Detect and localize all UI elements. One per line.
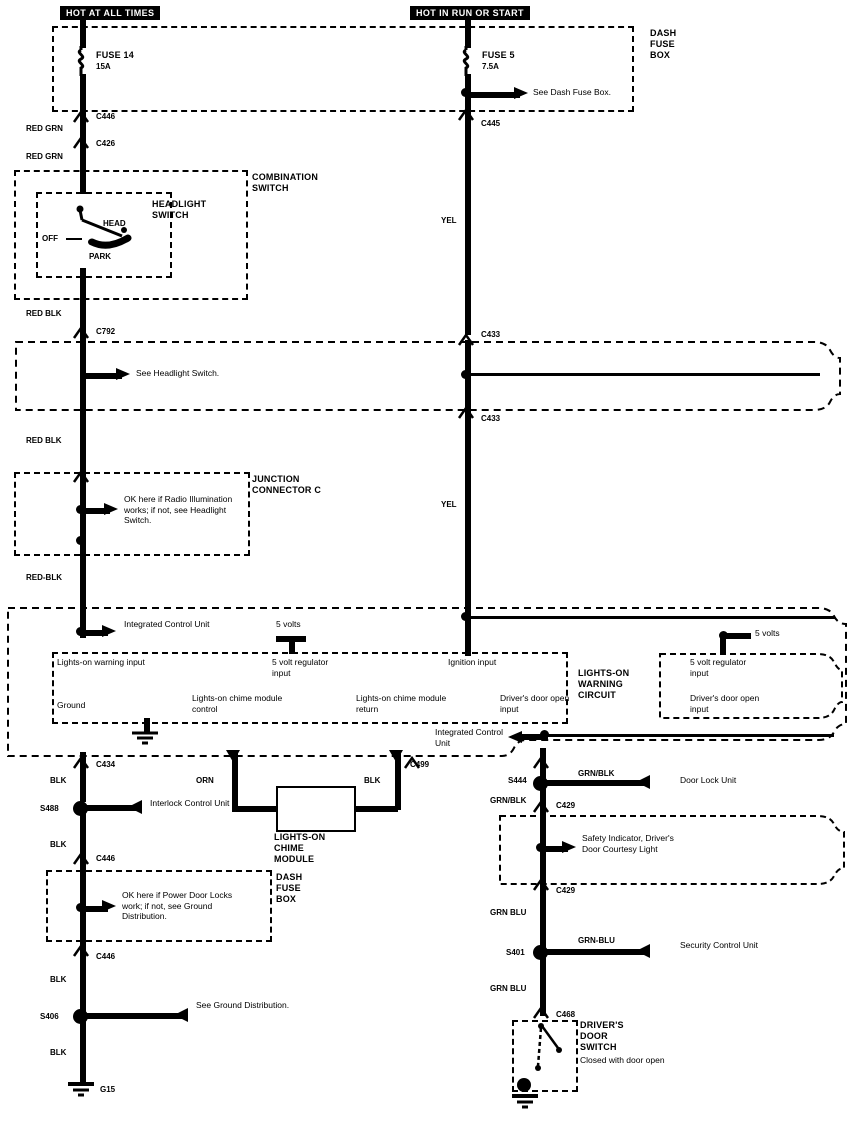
label-ground: Ground bbox=[57, 700, 86, 710]
fuse-14-label: FUSE 14 bbox=[96, 50, 134, 60]
arrow-see-dash-fuse-box bbox=[514, 86, 530, 102]
label-lights-on-chime-module-control: Lights-on chime module control bbox=[192, 693, 283, 714]
note-radio-illumination: OK here if Radio Illumination works; if not, see Headlight Switch. bbox=[124, 494, 233, 526]
wire-yel-segment-2 bbox=[465, 416, 471, 616]
arrow-door-lock-unit bbox=[634, 773, 652, 791]
note-see-ground-distribution: See Ground Distribution. bbox=[196, 1000, 290, 1010]
combination-switch-label-2: SWITCH bbox=[252, 183, 289, 193]
connector-label-c445: C445 bbox=[481, 119, 501, 128]
wire-color-yel-2: YEL bbox=[441, 500, 457, 509]
headlight-switch-label-2: SWITCH bbox=[152, 210, 189, 220]
door-switch-ground-dot bbox=[517, 1078, 531, 1092]
note-see-dash-fuse-box: See Dash Fuse Box. bbox=[533, 87, 611, 97]
wire-color-red-grn-2: RED GRN bbox=[26, 152, 63, 161]
wire-color-blk-5: BLK bbox=[364, 776, 381, 785]
splice-label-s488: S488 bbox=[40, 804, 59, 813]
label-integrated-control-unit-mid: Integrated Control Unit bbox=[435, 727, 504, 748]
ground-symbol-door-switch bbox=[510, 1092, 540, 1110]
arrow-see-headlight-switch bbox=[116, 367, 132, 383]
dash-fuse-box-top-label-2: FUSE bbox=[650, 39, 675, 49]
lights-on-chime-module bbox=[276, 786, 356, 832]
connector-symbol-c468 bbox=[532, 1006, 550, 1020]
ground-label-g15: G15 bbox=[100, 1085, 116, 1094]
connector-label-c429-b: C429 bbox=[556, 886, 576, 895]
wire-color-red-blk-1: RED BLK bbox=[26, 309, 62, 318]
label-lights-on-warning-input: Lights-on warning input bbox=[57, 657, 145, 667]
wire-color-grn-blu-1: GRN BLU bbox=[490, 908, 527, 917]
connector-symbol-c434 bbox=[72, 756, 90, 770]
wire-see-dash-fuse-box bbox=[465, 92, 520, 98]
lights-on-warning-label-3: CIRCUIT bbox=[578, 690, 616, 700]
connector-label-c429-a: C429 bbox=[556, 801, 576, 810]
label-integrated-control-unit-top: Integrated Control Unit bbox=[124, 619, 210, 629]
label-ignition-input: Ignition input bbox=[448, 657, 497, 667]
wire-color-blk-3: BLK bbox=[50, 975, 67, 984]
label-lights-on-chime-module-return: Lights-on chime module return bbox=[356, 693, 447, 714]
arrow-see-ground-distribution bbox=[172, 1006, 190, 1024]
fuse-14-rating: 15A bbox=[96, 62, 111, 71]
connector-symbol-c426 bbox=[72, 136, 90, 150]
fuse-5-rating: 7.5A bbox=[482, 62, 499, 71]
connector-label-c792: C792 bbox=[96, 327, 116, 336]
headlight-switch-symbol bbox=[36, 192, 168, 274]
connector-label-c446-b: C446 bbox=[96, 854, 116, 863]
wire-blk-to-g15 bbox=[80, 1018, 86, 1086]
arrow-safety-indicator bbox=[562, 840, 578, 856]
drivers-door-switch-note: Closed with door open bbox=[580, 1055, 665, 1065]
junction-connector-label-2: CONNECTOR C bbox=[252, 485, 322, 495]
dash-fuse-box-top-label-1: DASH bbox=[650, 28, 677, 38]
label-drivers-door-open-input-b: Driver's door open input bbox=[690, 693, 760, 714]
fuse-14-symbol bbox=[72, 46, 90, 76]
ground-symbol-g15 bbox=[66, 1080, 96, 1098]
drivers-door-switch-label-3: SWITCH bbox=[580, 1042, 617, 1052]
wire-5-volts-b bbox=[723, 633, 751, 639]
switch-position-off: OFF bbox=[42, 234, 58, 243]
chime-module-label-1: LIGHTS-ON bbox=[274, 832, 326, 842]
wire-yel-icu-horizontal bbox=[465, 616, 835, 619]
switch-position-park: PARK bbox=[89, 252, 112, 261]
headlight-switch-label-1: HEADLIGHT bbox=[152, 199, 207, 209]
junction-dot-jc-bottom bbox=[76, 536, 85, 545]
arrow-integrated-control-unit-top bbox=[102, 624, 118, 640]
fuse-5-symbol bbox=[457, 46, 475, 76]
arrow-security-control-unit bbox=[634, 942, 652, 960]
wire-blk-to-module bbox=[350, 806, 398, 812]
wire-5-volts-b-down bbox=[720, 635, 726, 653]
wire-color-red-blk-2: RED BLK bbox=[26, 436, 62, 445]
connector-label-c499: C499 bbox=[410, 760, 430, 769]
splice-label-s406: S406 bbox=[40, 1012, 59, 1021]
wire-into-combination-switch bbox=[80, 164, 86, 194]
wire-color-grn-blu-3: GRN BLU bbox=[490, 984, 527, 993]
wire-color-red-grn-1: RED GRN bbox=[26, 124, 63, 133]
wire-yel-segment-1 bbox=[465, 120, 471, 335]
label-safety-indicator: Safety Indicator, Driver's Door Courtesy Light bbox=[582, 833, 674, 854]
connector-label-c446-a: C446 bbox=[96, 112, 116, 121]
lights-on-warning-label-1: LIGHTS-ON bbox=[578, 668, 630, 678]
arrow-chime-control-down bbox=[224, 748, 242, 764]
label-door-lock-unit: Door Lock Unit bbox=[680, 775, 737, 785]
wire-color-blk-1: BLK bbox=[50, 776, 67, 785]
drivers-door-switch-label-1: DRIVER'S bbox=[580, 1020, 624, 1030]
label-drivers-door-open-input-a: Driver's door open input bbox=[500, 693, 570, 714]
connector-label-c446-c: C446 bbox=[96, 952, 116, 961]
wire-color-yel-1: YEL bbox=[441, 216, 457, 225]
switch-position-head: HEAD bbox=[103, 219, 126, 228]
wire-color-grn-blk-2: GRN/BLK bbox=[490, 796, 527, 805]
lights-on-warning-label-2: WARNING bbox=[578, 679, 623, 689]
chime-module-label-2: CHIME bbox=[274, 843, 304, 853]
label-5-volts-a: 5 volts bbox=[276, 619, 301, 629]
connector-label-c468: C468 bbox=[556, 1010, 576, 1019]
dash-fuse-box-lower-label-3: BOX bbox=[276, 894, 297, 904]
label-5-volt-regulator-input-b: 5 volt regulator input bbox=[690, 657, 747, 678]
arrow-radio-illum bbox=[104, 502, 120, 518]
dash-fuse-box-lower-label-2: FUSE bbox=[276, 883, 301, 893]
fuse-5-label: FUSE 5 bbox=[482, 50, 515, 60]
label-interlock-control-unit: Interlock Control Unit bbox=[150, 798, 230, 808]
combination-switch-label-1: COMBINATION bbox=[252, 172, 319, 182]
connector-label-c426: C426 bbox=[96, 139, 116, 148]
connector-label-c433-a: C433 bbox=[481, 330, 501, 339]
ground-symbol-icu bbox=[130, 730, 160, 746]
chime-module-label-3: MODULE bbox=[274, 854, 315, 864]
wire-color-blk-2: BLK bbox=[50, 840, 67, 849]
wire-icu-mid-horizontal bbox=[548, 734, 834, 737]
wire-left-top-feed bbox=[80, 18, 86, 48]
wire-color-orn: ORN bbox=[196, 776, 214, 785]
note-see-headlight-switch: See Headlight Switch. bbox=[136, 368, 220, 378]
label-5-volts-b: 5 volts bbox=[755, 628, 780, 638]
wire-5-volts-a-down bbox=[289, 636, 295, 654]
arrow-interlock-control-unit bbox=[126, 798, 144, 816]
wire-right-top-feed bbox=[465, 18, 471, 48]
note-power-door-locks: OK here if Power Door Locks work; if not, see Ground Distribution. bbox=[122, 890, 233, 922]
dash-fuse-box-top-label-3: BOX bbox=[650, 50, 671, 60]
wire-color-red-blk-3: RED-BLK bbox=[26, 573, 62, 582]
wire-color-grn-blk-1: GRN/BLK bbox=[578, 769, 615, 778]
header-hot-at-all-times: HOT AT ALL TIMES bbox=[60, 6, 160, 20]
splice-label-s401: S401 bbox=[506, 948, 525, 957]
label-security-control-unit: Security Control Unit bbox=[680, 940, 758, 950]
dash-fuse-box-top bbox=[52, 26, 634, 112]
arrow-power-door-locks bbox=[102, 899, 118, 915]
splice-label-s444: S444 bbox=[508, 776, 527, 785]
wire-yel-band-horizontal bbox=[465, 373, 820, 376]
wire-orn-to-module bbox=[232, 806, 278, 812]
connector-label-c433-b: C433 bbox=[481, 414, 501, 423]
dash-fuse-box-lower-label-1: DASH bbox=[276, 872, 303, 882]
label-5-volt-regulator-input-a: 5 volt regulator input bbox=[272, 657, 329, 678]
connector-symbol-s444-top bbox=[532, 756, 550, 770]
wire-color-blk-4: BLK bbox=[50, 1048, 67, 1057]
connector-label-c434: C434 bbox=[96, 760, 116, 769]
connector-symbol-c446-a bbox=[72, 110, 90, 124]
junction-connector-label-1: JUNCTION bbox=[252, 474, 300, 484]
header-hot-in-run-or-start: HOT IN RUN OR START bbox=[410, 6, 530, 20]
wire-color-grn-blu-2: GRN-BLU bbox=[578, 936, 615, 945]
drivers-door-switch-label-2: DOOR bbox=[580, 1031, 608, 1041]
